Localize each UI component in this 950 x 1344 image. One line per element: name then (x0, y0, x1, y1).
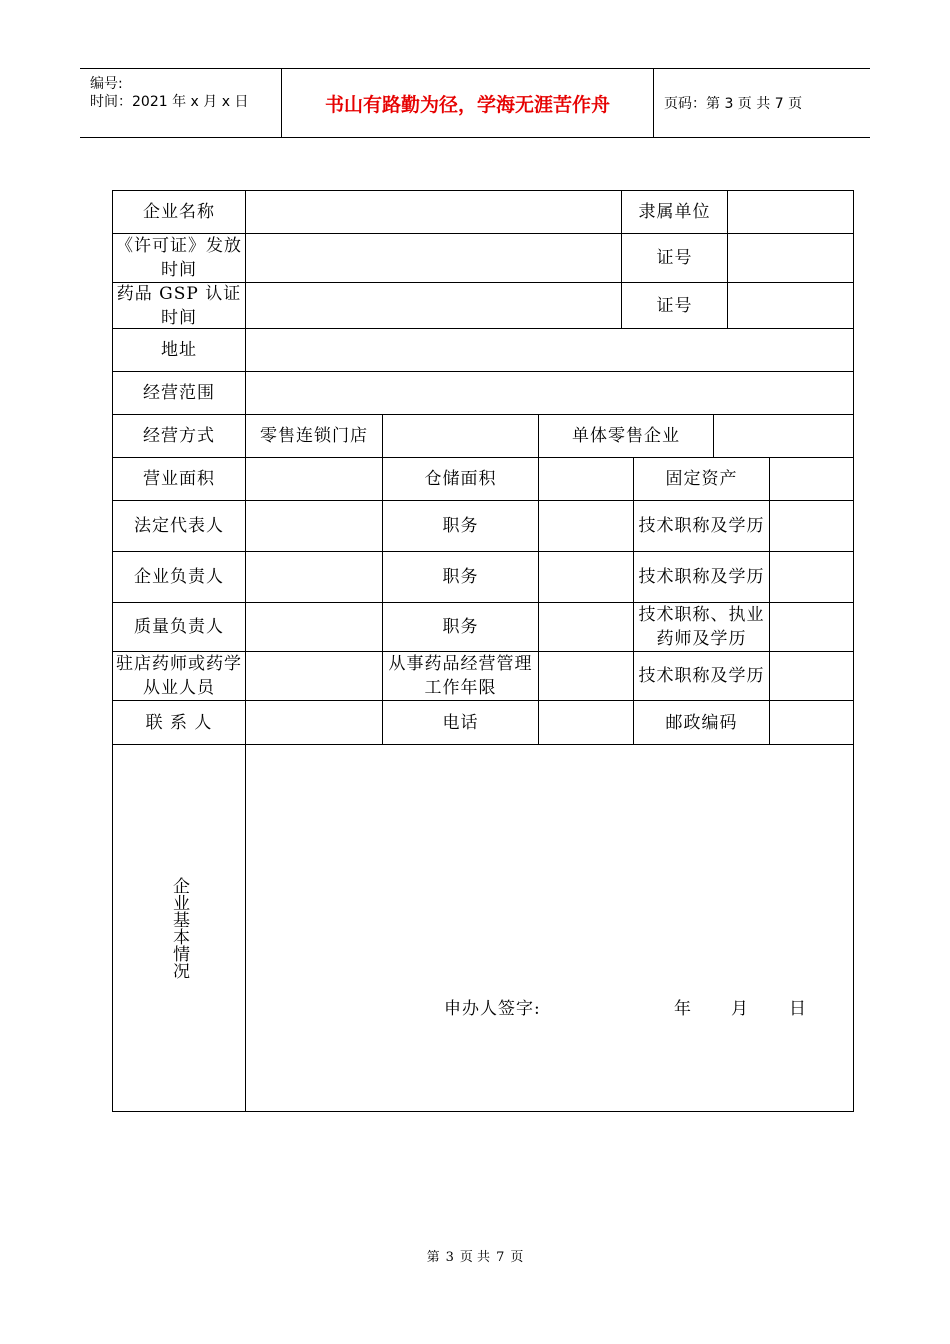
field-phone[interactable] (538, 700, 634, 745)
option-retail-chain-store: 零售连锁门店 (245, 414, 383, 458)
field-storage-area[interactable] (538, 457, 634, 501)
label-position-1: 职务 (382, 500, 539, 552)
label-company-basic-info-cell (112, 744, 246, 1112)
field-license-issue-time[interactable] (245, 233, 622, 283)
field-position-2[interactable] (538, 551, 634, 603)
footer-page-number: 3 (445, 1250, 454, 1265)
label-company-name: 企业名称 (112, 190, 246, 234)
field-cert-no-2[interactable] (727, 282, 854, 329)
field-postal-code[interactable] (769, 700, 854, 745)
label-contact-person: 联 系 人 (112, 700, 246, 745)
field-position-3[interactable] (538, 602, 634, 652)
field-affiliated-unit[interactable] (727, 190, 854, 234)
header-page-info: 页码：第 3 页 共 7 页 (664, 96, 803, 112)
footer-suffix: 页 (510, 1250, 524, 1265)
label-storage-area: 仓储面积 (382, 457, 539, 501)
field-years-in-pharma[interactable] (538, 651, 634, 701)
label-tech-title-edu-1: 技术职称及学历 (633, 500, 770, 552)
date-label: 时间：2021 年 x 月 x 日 (90, 94, 249, 110)
field-tech-title-edu-3[interactable] (769, 651, 854, 701)
label-tech-title-edu-2: 技术职称及学历 (633, 551, 770, 603)
page-footer (0, 1246, 950, 1265)
label-resident-pharmacist: 驻店药师或药学从业人员 (112, 651, 246, 701)
field-fixed-assets[interactable] (769, 457, 854, 501)
field-tech-title-edu-2[interactable] (769, 551, 854, 603)
field-cert-no-1[interactable] (727, 233, 854, 283)
footer-mid: 页 共 (459, 1250, 491, 1265)
header-meta (80, 69, 282, 137)
date-year-label: 年 (674, 999, 692, 1019)
header-motto: 书山有路勤为径，学海无涯苦作舟 (282, 69, 654, 137)
label-cert-no-1: 证号 (621, 233, 728, 283)
label-business-scope: 经营范围 (112, 371, 246, 415)
field-single-retail-enterprise[interactable] (713, 414, 854, 458)
number-label: 编号: (90, 76, 123, 92)
label-phone: 电话 (382, 700, 539, 745)
label-business-area: 营业面积 (112, 457, 246, 501)
label-cert-no-2: 证号 (621, 282, 728, 329)
field-retail-chain-store[interactable] (382, 414, 539, 458)
option-single-retail-enterprise: 单体零售企业 (538, 414, 714, 458)
label-quality-head: 质量负责人 (112, 602, 246, 652)
footer-total-pages: 7 (496, 1250, 505, 1265)
field-address[interactable] (245, 328, 854, 372)
footer-prefix: 第 (426, 1250, 440, 1265)
field-company-basic-info[interactable] (245, 744, 854, 1112)
label-years-in-pharma: 从事药品经营管理工作年限 (382, 651, 539, 701)
field-quality-head[interactable] (245, 602, 383, 652)
label-address: 地址 (112, 328, 246, 372)
label-tech-title-pharmacist-edu: 技术职称、执业药师及学历 (633, 602, 770, 652)
date-month-label: 月 (731, 999, 749, 1019)
label-license-issue-time: 《许可证》发放时间 (112, 233, 246, 283)
field-business-area[interactable] (245, 457, 383, 501)
field-tech-title-pharmacist-edu[interactable] (769, 602, 854, 652)
label-tech-title-edu-3: 技术职称及学历 (633, 651, 770, 701)
field-contact-person[interactable] (245, 700, 383, 745)
label-postal-code: 邮政编码 (633, 700, 770, 745)
field-business-scope[interactable] (245, 371, 854, 415)
label-fixed-assets: 固定资产 (633, 457, 770, 501)
label-company-head: 企业负责人 (112, 551, 246, 603)
application-form-table (112, 190, 854, 1112)
label-affiliated-unit: 隶属单位 (621, 190, 728, 234)
label-position-3: 职务 (382, 602, 539, 652)
label-company-basic-info: 企业基本情况 (169, 877, 189, 979)
label-gsp-cert-time: 药品 GSP 认证时间 (112, 282, 246, 329)
label-position-2: 职务 (382, 551, 539, 603)
field-position-1[interactable] (538, 500, 634, 552)
field-legal-rep[interactable] (245, 500, 383, 552)
document-header (80, 68, 870, 138)
label-legal-rep: 法定代表人 (112, 500, 246, 552)
applicant-signature-label: 申办人签字: (444, 999, 541, 1019)
date-day-label: 日 (789, 999, 807, 1019)
field-company-name[interactable] (245, 190, 622, 234)
field-resident-pharmacist[interactable] (245, 651, 383, 701)
label-business-mode: 经营方式 (112, 414, 246, 458)
field-company-head[interactable] (245, 551, 383, 603)
field-tech-title-edu-1[interactable] (769, 500, 854, 552)
field-gsp-cert-time[interactable] (245, 282, 622, 329)
